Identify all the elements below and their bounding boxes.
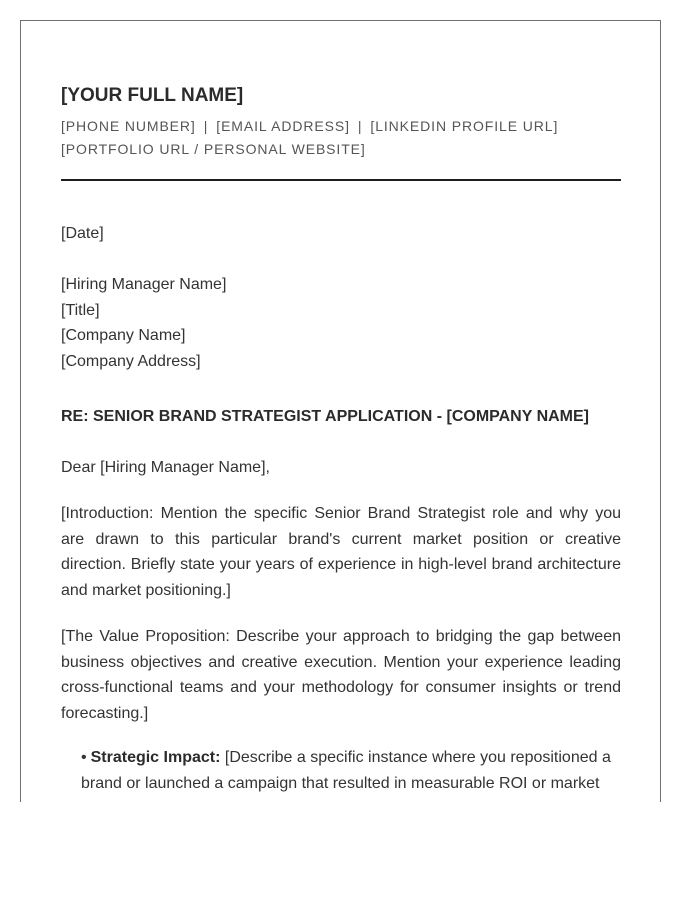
sender-full-name: [YOUR FULL NAME] [61, 85, 244, 106]
portfolio-url: [PORTFOLIO URL / PERSONAL WEBSITE] [61, 141, 366, 157]
recipient-title: [Title] [61, 301, 100, 319]
recipient-company-name: [Company Name] [61, 327, 186, 344]
header-divider [61, 179, 621, 181]
contact-separator: | [357, 118, 363, 134]
bullet-label: Strategic Impact: [90, 749, 221, 766]
salutation: Dear [Hiring Manager Name], [61, 459, 270, 476]
paragraph-value-proposition: [The Value Proposition: Describe your approach to bridging the gap between business objectives and creative execution. Mention your experience leading cross-functional teams and your methodology for consumer insights or trend forecasting.] [61, 628, 621, 722]
email-address: [EMAIL ADDRESS] [216, 118, 350, 134]
achievement-list [81, 745, 621, 796]
list-item [81, 745, 621, 796]
paragraph-introduction: [Introduction: Mention the specific Senior Brand Strategist role and why you are drawn to this particular brand's current market position or creative direction. Briefly state your years of experience in high-level brand architecture and market positioning.] [61, 505, 621, 599]
recipient-block [61, 272, 226, 374]
contact-separator: | [203, 118, 209, 134]
recipient-company-address: [Company Address] [61, 352, 201, 370]
bullet-marker: • [81, 749, 87, 766]
contact-info [61, 115, 621, 161]
recipient-manager-name: [Hiring Manager Name] [61, 276, 227, 293]
subject-line: RE: SENIOR BRAND STRATEGIST APPLICATION - [COMPANY NAME] [61, 408, 589, 425]
phone-number: [PHONE NUMBER] [61, 118, 196, 134]
linkedin-url: [LINKEDIN PROFILE URL] [370, 118, 559, 134]
letter-date: [Date] [61, 225, 104, 242]
letter-page [20, 20, 661, 802]
bullet-text: [Describe a specific instance where you repositioned a brand or launched a campaign that resulted in measurable ROI or market [81, 749, 611, 792]
